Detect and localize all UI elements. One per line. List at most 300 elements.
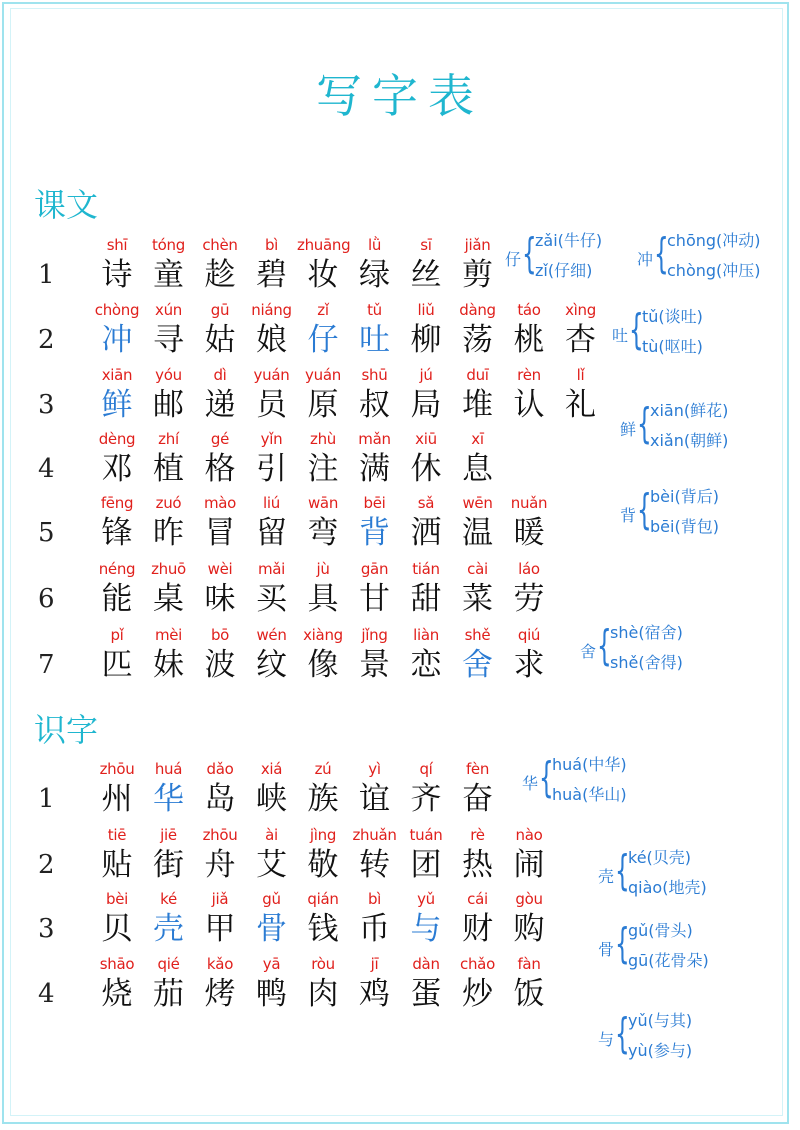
pinyin: nuǎn [510,494,548,512]
hanzi: 荡 [462,322,493,358]
brace-icon: { [539,753,554,802]
hanzi: 洒 [410,515,442,551]
char-cell [349,890,401,948]
pinyin: fàn [517,955,541,973]
pinyin: jiē [160,826,177,844]
polyphone-hanzi: 仔 [307,322,339,358]
polyphone-char: 背 [620,506,637,525]
pinyin: bō [210,626,230,644]
pinyin: jú [419,366,433,384]
polyphone-reading: bēi(背包) [650,517,719,536]
polyphone-reading: yǔ(与其) [628,1011,693,1030]
pinyin: wén [256,626,287,644]
hanzi: 甘 [359,581,390,617]
hanzi: 息 [462,451,493,487]
char-cell [246,626,298,684]
polyphone-reading: chōng(冲动) [667,231,761,250]
pinyin: zhuō [151,560,186,578]
char-cell [349,366,401,424]
char-cell [91,301,143,359]
hanzi: 格 [204,451,236,487]
pinyin: mào [203,494,237,512]
hanzi: 注 [307,451,339,487]
char-cell [452,955,504,1013]
polyphone-hanzi: 舍 [462,647,493,683]
pinyin: lǜ [367,236,382,254]
polyphone-reading: gū(花骨朵) [628,951,709,970]
char-cell [400,955,452,1013]
pinyin: liǔ [417,301,435,319]
polyphone-hanzi: 华 [153,781,184,817]
page-title: 写字表 [316,69,484,123]
polyphone-reading: gǔ(骨头) [628,921,693,940]
polyphone-char: 仔 [505,250,522,269]
polyphone-char: 冲 [637,250,654,269]
pinyin: tián [412,560,440,578]
pinyin: zhuāng [297,236,351,254]
section-title: 课文 [34,186,99,224]
hanzi: 趁 [204,257,236,293]
pinyin: yǐn [260,430,283,448]
polyphone-hanzi: 壳 [153,911,184,947]
hanzi: 蛋 [410,976,442,1012]
char-cell [297,301,349,359]
pinyin: mǎi [257,560,286,578]
pinyin: liú [263,494,280,512]
polyphone-char: 与 [598,1030,615,1049]
hanzi: 寻 [153,322,184,358]
char-cell [91,826,143,884]
char-cell [297,366,349,424]
pinyin: tǔ [367,301,382,319]
polyphone-reading: tù(呕吐) [642,337,703,356]
char-cell [400,890,452,948]
char-cell [400,236,452,294]
pinyin: yì [368,760,381,778]
char-cell [143,494,195,552]
char-cell [400,494,452,552]
pinyin: chèn [202,236,238,254]
hanzi: 碧 [256,257,287,293]
char-cell [91,430,143,488]
pinyin: jù [316,560,330,578]
row-number: 7 [38,650,55,680]
hanzi: 肉 [307,976,339,1012]
polyphone-reading: ké(贝壳) [628,848,692,867]
polyphone-reading: xiān(鲜花) [650,401,729,420]
hanzi: 像 [307,647,339,683]
char-cell [246,760,298,818]
brace-icon: { [597,621,612,670]
char-cell [143,430,195,488]
hanzi: 鸭 [256,976,287,1012]
pinyin: jī [370,955,379,973]
pinyin: rè [470,826,485,844]
char-cell [297,626,349,684]
polyphone-char: 壳 [598,867,615,886]
hanzi: 能 [101,581,133,617]
hanzi: 锋 [101,515,133,551]
hanzi: 饭 [513,976,545,1012]
pinyin: sǎ [417,494,435,512]
pinyin: ké [160,890,177,908]
pinyin: dǎo [206,760,234,778]
hanzi: 菜 [462,581,493,617]
char-row [0,560,800,620]
pinyin: dàng [459,301,496,319]
char-cell [91,955,143,1013]
pinyin: xī [471,430,484,448]
char-cell [555,301,607,359]
hanzi: 烤 [204,976,236,1012]
char-cell [503,494,555,552]
hanzi: 植 [153,451,184,487]
hanzi: 冒 [204,515,236,551]
hanzi: 匹 [101,647,133,683]
polyphone-reading: tǔ(谈吐) [642,307,703,326]
pinyin: gǔ [262,890,281,908]
pinyin: rèn [517,366,541,384]
char-cell [194,626,246,684]
pinyin: zhuǎn [352,826,397,844]
hanzi: 街 [153,847,184,883]
pinyin: yuán [253,366,290,384]
hanzi: 购 [513,911,545,947]
char-cell [91,366,143,424]
hanzi: 贝 [101,911,133,947]
pinyin: bì [367,890,382,908]
hanzi: 炒 [462,976,493,1012]
polyphone-char: 吐 [612,326,629,345]
pinyin: shāo [99,955,135,973]
brace-icon: { [615,919,630,968]
pinyin: zuó [155,494,182,512]
hanzi: 诗 [101,257,133,293]
hanzi: 劳 [513,581,545,617]
char-cell [349,955,401,1013]
pinyin: bì [264,236,279,254]
pinyin: nào [515,826,543,844]
hanzi: 景 [359,647,390,683]
char-cell [452,760,504,818]
pinyin: bèi [105,890,129,908]
char-row [0,760,800,820]
polyphone-char: 舍 [580,642,597,661]
pinyin: huá [154,760,183,778]
pinyin: xiān [101,366,133,384]
brace-icon: { [615,846,630,895]
char-cell [349,560,401,618]
pinyin: jiǎ [211,890,229,908]
pinyin: gòu [515,890,543,908]
hanzi: 叔 [359,387,390,423]
hanzi: 妹 [153,647,184,683]
pinyin: bēi [363,494,386,512]
pinyin: fēng [100,494,134,512]
char-cell [143,560,195,618]
char-cell [143,236,195,294]
hanzi: 桌 [153,581,184,617]
pinyin: dàn [412,955,440,973]
pinyin: zú [314,760,332,778]
hanzi: 族 [307,781,339,817]
brace-icon: { [629,305,644,354]
hanzi: 波 [204,647,236,683]
hanzi: 柳 [410,322,442,358]
hanzi: 引 [256,451,287,487]
polyphone-reading: zǎi(牛仔) [535,231,603,250]
hanzi: 鸡 [359,976,390,1012]
row-number: 6 [38,584,55,614]
char-cell [91,626,143,684]
pinyin: kǎo [206,955,234,973]
char-cell [297,826,349,884]
pinyin: mèi [154,626,183,644]
hanzi: 买 [256,581,287,617]
hanzi: 财 [462,911,493,947]
pinyin: duī [466,366,489,384]
char-cell [194,955,246,1013]
polyphone-hanzi: 吐 [359,322,390,358]
hanzi: 暖 [513,515,545,551]
char-cell [349,236,401,294]
polyphone-reading: shè(宿舍) [610,623,683,642]
hanzi: 具 [307,581,339,617]
hanzi: 转 [359,847,390,883]
hanzi: 纹 [256,647,287,683]
char-cell [349,626,401,684]
pinyin: xiàng [303,626,343,644]
char-cell [194,236,246,294]
hanzi: 丝 [410,257,442,293]
char-cell [452,236,504,294]
char-cell [143,760,195,818]
pinyin: dì [213,366,227,384]
char-cell [503,366,555,424]
pinyin: shī [106,236,128,254]
polyphone-reading: yù(参与) [628,1041,693,1060]
pinyin: niáng [251,301,292,319]
char-cell [349,430,401,488]
hanzi: 留 [256,515,287,551]
pinyin: tuán [409,826,443,844]
char-cell [246,955,298,1013]
polyphone-reading: bèi(背后) [650,487,719,506]
pinyin: yóu [155,366,182,384]
char-cell [452,430,504,488]
hanzi: 茄 [153,976,184,1012]
pinyin: yā [262,955,281,973]
pinyin: xìng [565,301,596,319]
char-cell [503,826,555,884]
polyphone-hanzi: 鲜 [101,387,133,423]
brace-icon: { [615,1009,630,1058]
brace-icon: { [637,485,652,534]
char-cell [349,301,401,359]
pinyin: ròu [311,955,335,973]
pinyin: gū [210,301,230,319]
char-cell [91,560,143,618]
pinyin: cài [467,560,488,578]
pinyin: zǐ [317,301,329,319]
pinyin: ài [265,826,278,844]
char-cell [91,494,143,552]
char-cell [452,626,504,684]
polyphone-hanzi: 与 [410,911,442,947]
hanzi: 童 [153,257,184,293]
brace-icon: { [654,229,669,278]
char-cell [246,430,298,488]
char-cell [452,560,504,618]
char-cell [349,760,401,818]
polyphone-reading: xiǎn(朝鲜) [650,431,729,450]
pinyin: dèng [98,430,136,448]
hanzi: 休 [410,451,442,487]
row-number: 3 [38,914,55,944]
char-cell [400,301,452,359]
char-cell [400,760,452,818]
char-cell [452,366,504,424]
char-cell [400,826,452,884]
hanzi: 烧 [101,976,133,1012]
hanzi: 甲 [204,911,236,947]
char-cell [194,760,246,818]
char-cell [194,494,246,552]
char-cell [246,826,298,884]
pinyin: néng [98,560,136,578]
hanzi: 团 [410,847,442,883]
hanzi: 娘 [256,322,287,358]
char-cell [194,890,246,948]
char-cell [194,560,246,618]
hanzi: 员 [256,387,287,423]
pinyin: fèn [465,760,490,778]
pinyin: tiē [107,826,127,844]
hanzi: 艾 [256,847,287,883]
hanzi: 邮 [153,387,184,423]
char-cell [400,626,452,684]
pinyin: mǎn [358,430,391,448]
brace-icon: { [522,229,537,278]
polyphone-reading: zǐ(仔细) [535,261,593,280]
char-cell [143,626,195,684]
pinyin: yǔ [417,890,435,908]
char-cell [400,366,452,424]
pinyin: qí [419,760,433,778]
hanzi: 热 [462,847,493,883]
char-cell [400,560,452,618]
hanzi: 甜 [410,581,442,617]
char-cell [91,890,143,948]
polyphone-hanzi: 背 [359,515,390,551]
char-cell [452,494,504,552]
char-cell [246,560,298,618]
hanzi: 认 [513,387,545,423]
char-cell [503,560,555,618]
hanzi: 奋 [462,781,493,817]
pinyin: xiū [415,430,437,448]
pinyin: zhù [310,430,336,448]
char-cell [349,826,401,884]
char-cell [297,760,349,818]
char-cell [555,366,607,424]
polyphone-reading: huá(中华) [552,755,627,774]
char-cell [194,826,246,884]
polyphone-hanzi: 冲 [101,322,133,358]
pinyin: wān [307,494,339,512]
pinyin: gé [210,430,230,448]
pinyin: chǎo [460,955,495,973]
char-cell [400,430,452,488]
hanzi: 妆 [307,257,339,293]
polyphone-char: 骨 [598,940,615,959]
hanzi: 敬 [307,847,339,883]
row-number: 3 [38,390,55,420]
char-cell [91,236,143,294]
hanzi: 堆 [462,387,493,423]
char-cell [452,301,504,359]
pinyin: wēn [462,494,493,512]
pinyin: sī [420,236,432,254]
char-cell [297,955,349,1013]
hanzi: 贴 [101,847,133,883]
pinyin: shě [464,626,491,644]
hanzi: 钱 [307,911,339,947]
pinyin: gān [360,560,389,578]
hanzi: 味 [204,581,236,617]
char-cell [194,430,246,488]
char-cell [143,826,195,884]
pinyin: láo [518,560,540,578]
char-cell [246,366,298,424]
pinyin: xún [155,301,182,319]
polyphone-reading: chòng(冲压) [667,261,761,280]
char-cell [349,494,401,552]
polyphone-char: 华 [522,774,539,793]
hanzi: 杏 [565,322,596,358]
pinyin: zhōu [99,760,135,778]
hanzi: 温 [462,515,493,551]
hanzi: 剪 [462,257,493,293]
hanzi: 岛 [204,781,236,817]
char-cell [452,826,504,884]
hanzi: 局 [410,387,442,423]
pinyin: liàn [413,626,439,644]
hanzi: 原 [307,387,339,423]
char-cell [297,430,349,488]
pinyin: lǐ [576,366,585,384]
char-cell [297,890,349,948]
char-cell [194,301,246,359]
pinyin: zhí [158,430,179,448]
char-cell [246,494,298,552]
char-cell [91,760,143,818]
row-number: 2 [38,850,55,880]
char-cell [143,366,195,424]
char-cell [503,626,555,684]
polyphone-reading: qiào(地壳) [628,878,707,897]
hanzi: 谊 [359,781,390,817]
brace-icon: { [637,399,652,448]
hanzi: 姑 [204,322,236,358]
pinyin: jìng [309,826,337,844]
char-cell [297,236,349,294]
section-title: 识字 [34,711,99,749]
hanzi: 邓 [101,451,133,487]
char-cell [297,560,349,618]
row-number: 4 [38,454,55,484]
row-number: 1 [38,260,55,290]
